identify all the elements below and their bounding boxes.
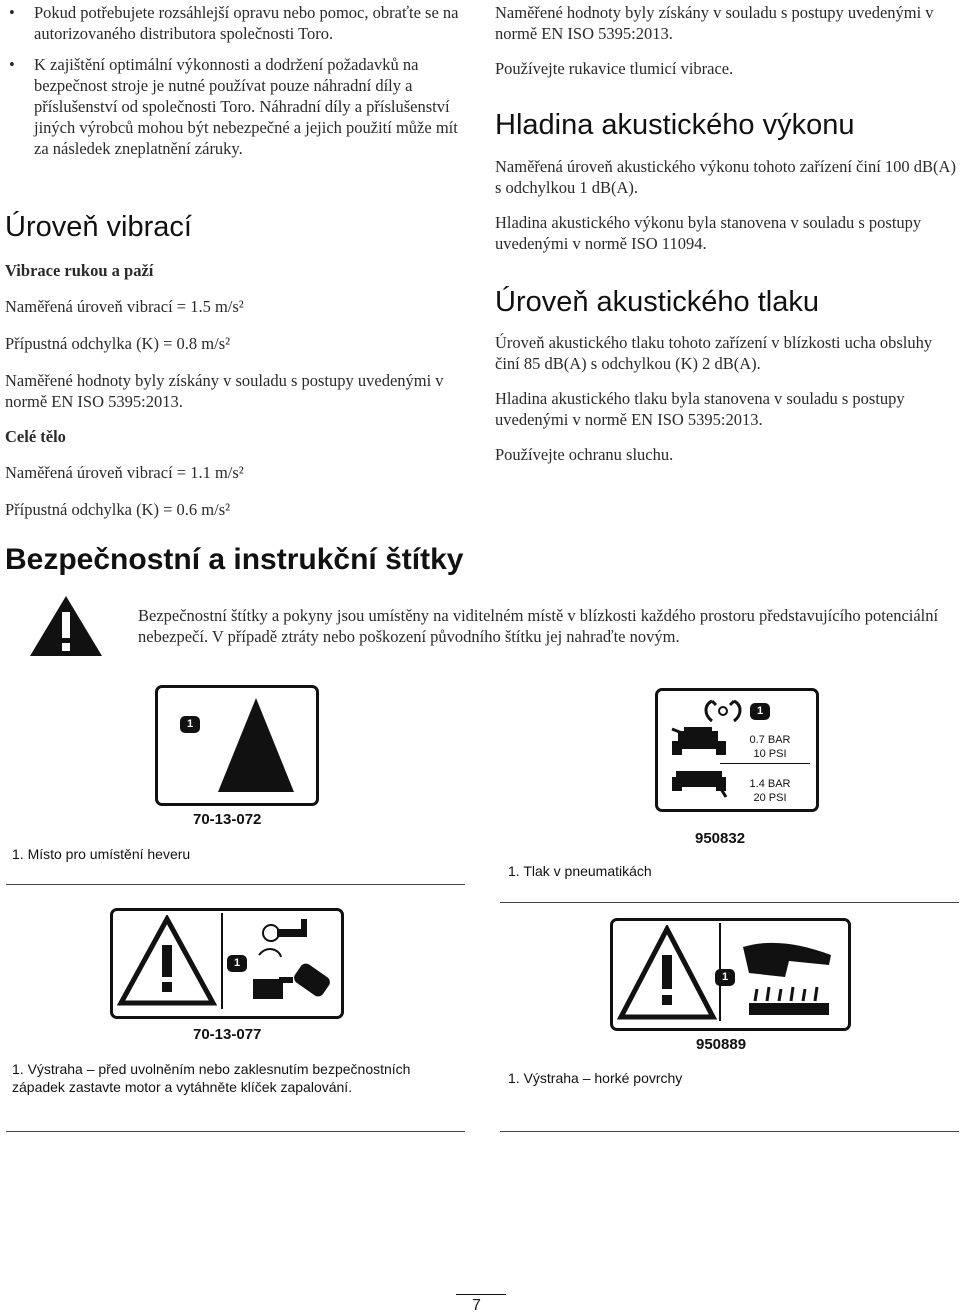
decal-code: 70-13-072: [193, 811, 262, 828]
decal-safety-latch: [110, 908, 344, 1019]
decal-caption: 1. Výstraha – horké povrchy: [508, 1070, 683, 1086]
sound-pressure-heading: Úroveň akustického tlaku: [495, 286, 819, 318]
hand-arm-standard: Naměřené hodnoty byly získány v souladu s postupy uvedenými v normě EN ISO 5395:2013.: [5, 371, 444, 411]
pressure-rear: [734, 777, 806, 805]
divider: [500, 902, 959, 903]
warning-triangle-icon: [617, 925, 717, 1021]
labels-intro: Bezpečnostní štítky a pokyny jsou umístěny na viditelném místě v blízkosti každého prostoru představujícího potenciální nebezpečí. V případě ztráty nebo poškození původního štítku jej nahraďte novým.: [138, 606, 939, 646]
whole-body-measured: Naměřená úroveň vibrací = 1.1 m/s²: [5, 463, 244, 482]
sound-power-section: [495, 156, 957, 254]
decal-code: 950889: [696, 1036, 747, 1053]
whole-body-uncertainty: Přípustná odchylka (K) = 0.6 m/s²: [5, 500, 231, 519]
warning-triangle-icon: [117, 915, 217, 1007]
decal-jack-point: [155, 685, 319, 806]
whole-body-subheading: Celé tělo: [5, 427, 66, 446]
pressure-front: [734, 733, 806, 761]
decal-caption: 1. Výstraha – před uvolněním nebo zaklesnutím bezpečnostních západek zastavte motor a vytáhněte klíček zapalování.: [12, 1061, 411, 1095]
divider: [6, 1131, 465, 1132]
callout-badge: 1: [227, 955, 247, 972]
bullet-item: • Pokud potřebujete rozsáhlejší opravu nebo pomoc, obraťte se na autorizovaného distributora společnosti Toro.: [6, 2, 466, 44]
bullet-list: [6, 2, 466, 159]
pressure-front-bar: 0.7 BAR: [749, 734, 791, 746]
left-column: [6, 2, 466, 169]
decal-divider: [221, 913, 223, 1009]
vibration-heading: Úroveň vibrací: [5, 211, 192, 243]
decal-code: 950832: [695, 830, 746, 847]
hot-surface-hand-icon: [739, 937, 839, 1019]
page-number: 7: [472, 1297, 481, 1314]
hand-arm-measured: Naměřená úroveň vibrací = 1.5 m/s²: [5, 297, 244, 316]
tire-pressure-icon: [702, 699, 744, 723]
divider: [6, 884, 465, 885]
jack-point-triangle-icon: [216, 696, 296, 794]
decal-hot-surface: [610, 918, 851, 1031]
labels-heading: Bezpečnostní a instrukční štítky: [5, 543, 464, 576]
pressure-rear-psi: 20 PSI: [753, 792, 787, 804]
page-number-rule: [456, 1294, 506, 1295]
hand-arm-subheading: Vibrace rukou a paží: [5, 261, 154, 280]
sound-power-p1: Naměřená úroveň akustického výkonu tohoto zařízení činí 100 dB(A) s odchylkou 1 dB(A).: [495, 157, 956, 197]
decal-tire-pressure: [655, 688, 819, 812]
pressure-rear-bar: 1.4 BAR: [749, 778, 791, 790]
callout-badge: 1: [715, 969, 735, 986]
sound-pressure-section: [495, 332, 957, 465]
right-column: [495, 2, 957, 93]
bullet-item: • K zajištění optimální výkonnosti a dodržení požadavků na bezpečnost stroje je nutné používat pouze náhradní díly a příslušenství od společnosti Toro. Náhradní díly a příslušenství jiných výrobců mohou být nebezpečné a jejich použití může mít za následek zneplatnění záruky.: [6, 54, 466, 159]
callout-badge: 1: [750, 703, 770, 720]
sound-pressure-p2: Hladina akustického tlaku byla stanovena v souladu s postupy uvedenými v normě EN ISO 5395:2013.: [495, 389, 905, 429]
sound-power-p2: Hladina akustického výkonu byla stanovena v souladu s postupy uvedenými v normě ISO 11094.: [495, 213, 922, 253]
decal-caption: 1. Místo pro umístění heveru: [12, 846, 191, 862]
pressure-front-psi: 10 PSI: [753, 748, 787, 760]
hand-arm-uncertainty: Přípustná odchylka (K) = 0.8 m/s²: [5, 334, 231, 353]
decal-divider: [720, 763, 810, 764]
right-standard-note: Naměřené hodnoty byly získány v souladu s postupy uvedenými v normě EN ISO 5395:2013.: [495, 3, 934, 43]
callout-badge: 1: [180, 716, 200, 733]
vibration-section: [5, 260, 460, 520]
gloves-note: Používejte rukavice tlumicí vibrace.: [495, 59, 734, 78]
warning-triangle-icon: [28, 594, 104, 658]
divider: [500, 1131, 959, 1132]
stop-engine-key-icon: [253, 915, 333, 1009]
decal-caption: 1. Tlak v pneumatikách: [508, 863, 652, 879]
sound-pressure-p1: Úroveň akustického tlaku tohoto zařízení v blízkosti ucha obsluhy činí 85 dB(A) s odchylkou (K) 2 dB(A).: [495, 333, 933, 373]
sound-power-heading: Hladina akustického výkonu: [495, 109, 855, 141]
decal-code: 70-13-077: [193, 1026, 262, 1043]
sound-pressure-p3: Používejte ochranu sluchu.: [495, 445, 674, 464]
